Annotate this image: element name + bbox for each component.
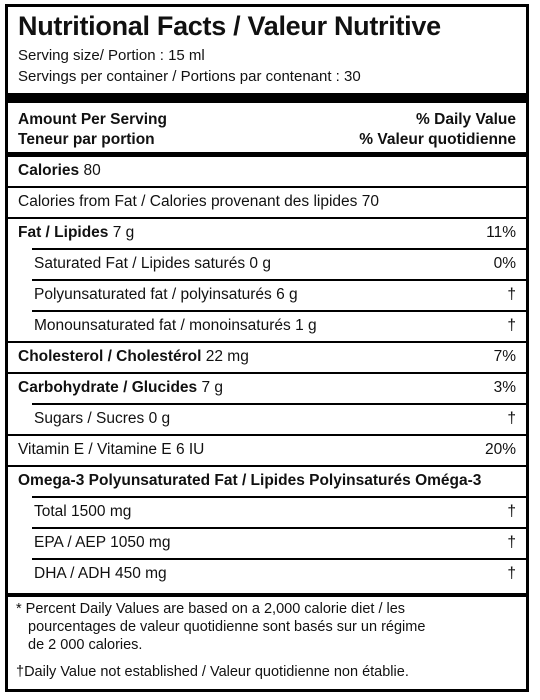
nutrient-label (18, 472, 481, 490)
nutrient-amount: 22 mg (201, 348, 249, 365)
valeur-quotidienne-header: % Valeur quotidienne (359, 131, 516, 148)
nutrient-amount: Calories from Fat / Calories provenant des lipides 70 (18, 193, 379, 210)
row-divider (32, 279, 526, 281)
daily-value-percent: † (507, 565, 516, 582)
daily-value-header: % Daily Value (416, 111, 516, 128)
nutrient-amount: Sugars / Sucres 0 g (34, 410, 171, 427)
daily-value-percent: † (507, 286, 516, 303)
nutrient-amount: 7 g (197, 379, 224, 396)
teneur-par-portion-label: Teneur par portion (18, 131, 155, 148)
nutrient-amount: Polyunsaturated fat / polyinsaturés 6 g (34, 286, 298, 303)
footnote-line-2: pourcentages de valeur quotidienne sont basés sur un régime (28, 619, 426, 635)
row-divider (32, 403, 526, 405)
row-divider (32, 248, 526, 250)
nutrient-amount: Saturated Fat / Lipides saturés 0 g (34, 255, 271, 272)
row-divider (8, 372, 526, 374)
nutrient-amount: 7 g (108, 224, 135, 241)
row-divider (8, 186, 526, 188)
nutrient-label (34, 317, 317, 335)
medium-divider (8, 152, 526, 157)
nutrient-amount: Vitamin E / Vitamine E 6 IU (18, 441, 205, 458)
panel-title: Nutritional Facts / Valeur Nutritive (18, 11, 441, 41)
nutrient-name: Fat / Lipides (18, 224, 109, 241)
row-divider (32, 558, 526, 560)
nutrient-label (18, 441, 204, 459)
daily-value-percent: 3% (493, 379, 516, 396)
daily-value-percent: † (507, 503, 516, 520)
nutrient-name: Cholesterol / Cholestérol (18, 348, 202, 365)
nutrient-label (18, 224, 134, 242)
daily-value-percent: † (507, 534, 516, 551)
nutrient-name: Carbohydrate / Glucides (18, 379, 198, 396)
row-divider (32, 496, 526, 498)
thick-divider-top (8, 93, 526, 103)
row-divider (8, 465, 526, 467)
row-divider (8, 341, 526, 343)
nutrient-label (34, 255, 271, 273)
nutrient-label (34, 286, 298, 304)
daily-value-percent: 0% (493, 255, 516, 272)
serving-size: Serving size/ Portion : 15 ml (18, 47, 205, 64)
nutrient-label (34, 565, 167, 583)
footnote-line-1: * Percent Daily Values are based on a 2,000 calorie diet / les (16, 601, 406, 617)
servings-per-container: Servings per container / Portions par contenant : 30 (18, 68, 361, 85)
nutrient-name: Omega-3 Polyunsaturated Fat / Lipides Polyinsaturés Oméga-3 (18, 472, 482, 489)
row-divider (8, 434, 526, 436)
daily-value-percent: 7% (493, 348, 516, 365)
amount-per-serving-label: Amount Per Serving (18, 111, 167, 128)
nutrition-facts-panel (5, 4, 529, 692)
nutrient-label (18, 162, 101, 180)
nutrient-label (34, 503, 131, 521)
nutrient-amount: EPA / AEP 1050 mg (34, 534, 171, 551)
nutrient-amount: 80 (79, 162, 101, 179)
nutrient-label (18, 379, 223, 397)
daily-value-percent: † (507, 410, 516, 427)
nutrient-name: Calories (18, 162, 80, 179)
nutrient-amount: DHA / ADH 450 mg (34, 565, 167, 582)
footnote-line-4: †Daily Value not established / Valeur quotidienne non établie. (16, 664, 409, 680)
daily-value-percent: † (507, 317, 516, 334)
row-divider (8, 217, 526, 219)
daily-value-percent: 11% (486, 224, 516, 241)
daily-value-percent: 20% (484, 441, 516, 458)
nutrient-amount: Total 1500 mg (34, 503, 132, 520)
row-divider (32, 527, 526, 529)
row-divider (32, 310, 526, 312)
nutrient-label (34, 534, 170, 552)
footnote-line-3: de 2 000 calories. (28, 637, 143, 653)
divider-bottom (8, 593, 526, 597)
nutrient-label (18, 193, 379, 211)
nutrient-amount: Monounsaturated fat / monoinsaturés 1 g (34, 317, 317, 334)
nutrient-label (34, 410, 170, 428)
nutrient-label (18, 348, 249, 366)
